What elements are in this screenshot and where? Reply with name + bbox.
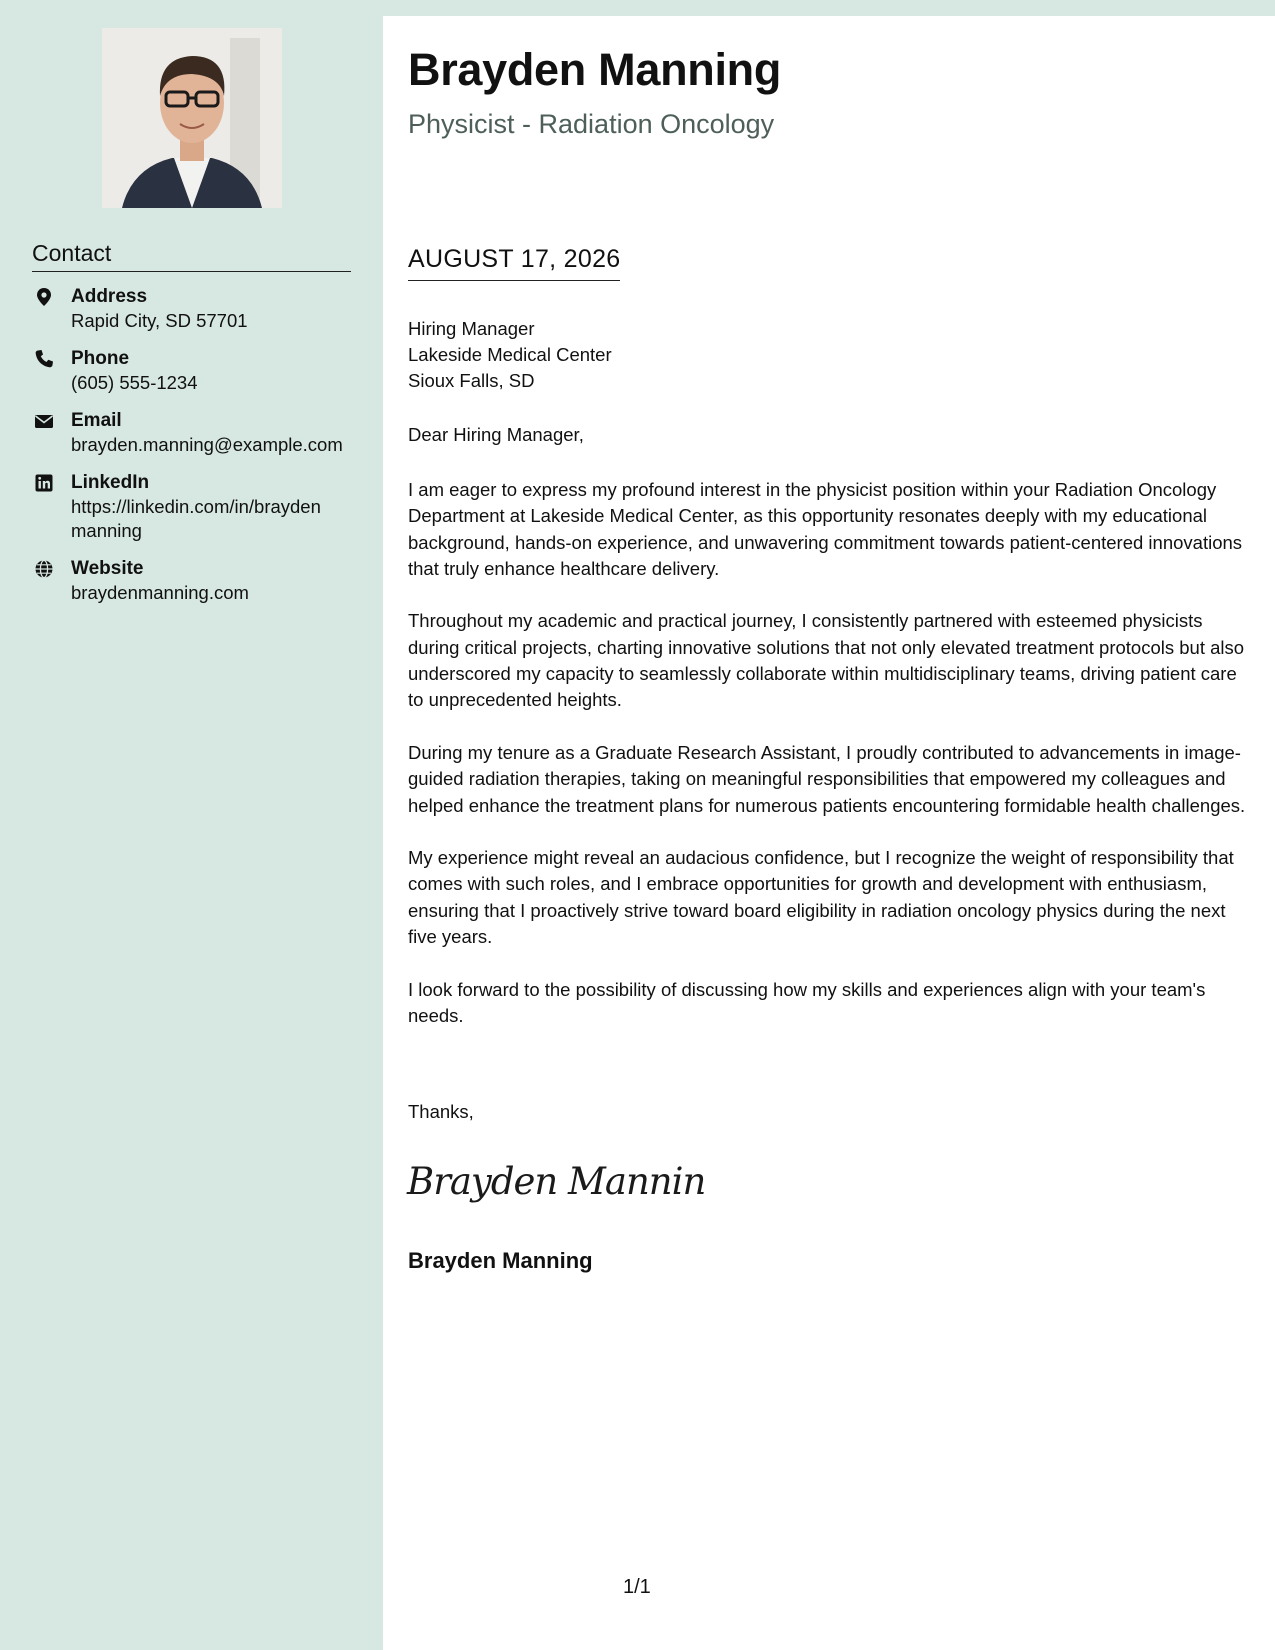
contact-website <box>32 557 362 605</box>
letter-body <box>408 477 1253 1056</box>
body-paragraph-2: Throughout my academic and practical journey, I consistently partnered with esteemed physicists during critical projects, charting innovative solutions that not only elevated treatment protocols but also underscored my capacity to seamlessly collaborate within multidisciplinary teams, driving patient care to unprecedented heights. <box>408 610 1245 711</box>
address-value: Rapid City, SD 57701 <box>71 310 248 331</box>
contact-list <box>32 285 362 619</box>
applicant-title: Physicist - Radiation Oncology <box>408 109 775 139</box>
contact-email <box>32 409 362 457</box>
phone-label: Phone <box>71 348 130 369</box>
linkedin-label: LinkedIn <box>71 472 150 493</box>
map-pin-icon <box>34 287 54 307</box>
linkedin-icon <box>34 473 54 493</box>
website-value[interactable]: braydenmanning.com <box>71 582 249 603</box>
signature-text: Brayden Mannin <box>407 1160 706 1203</box>
address-label: Address <box>71 286 148 307</box>
website-label: Website <box>71 558 144 579</box>
linkedin-value-line2: manning <box>71 520 142 541</box>
recipient-company: Lakeside Medical Center <box>408 344 612 365</box>
closing: Thanks, <box>408 1101 474 1122</box>
contact-address <box>32 285 362 333</box>
signed-name: Brayden Manning <box>408 1248 593 1273</box>
body-paragraph-5: I look forward to the possibility of discussing how my skills and experiences align with your team's needs. <box>408 978 1206 1026</box>
contact-phone <box>32 347 362 395</box>
envelope-icon <box>34 411 54 431</box>
email-value[interactable]: brayden.manning@example.com <box>71 434 343 455</box>
sidebar <box>0 0 383 1650</box>
profile-photo <box>102 28 282 208</box>
contact-heading: Contact <box>32 240 351 272</box>
linkedin-value-line1: https://linkedin.com/in/brayden <box>71 496 321 517</box>
body-paragraph-1: I am eager to express my profound interest in the physicist position within your Radiation Oncology Department at Lakeside Medical Center, as this opportunity resonates deeply with my educational background, hands-on experience, and unwavering commitment towards patient-centered innovations that truly enhance healthcare delivery. <box>408 479 1243 579</box>
globe-icon <box>34 559 54 579</box>
applicant-name: Brayden Manning <box>408 44 782 95</box>
letter-main <box>383 16 1275 1650</box>
phone-value: (605) 555-1234 <box>71 372 198 393</box>
phone-icon <box>34 349 54 369</box>
signature-image <box>405 1146 706 1216</box>
body-paragraph-3: During my tenure as a Graduate Research Assistant, I proudly contributed to advancements in image-guided radiation therapies, taking on meaningful responsibilities that empowered my colleagues and helped enhance the treatment plans for numerous patients encountering formidable health challenges. <box>408 741 1246 816</box>
recipient-location: Sioux Falls, SD <box>408 370 535 391</box>
page-number: 1/1 <box>623 1576 651 1598</box>
salutation: Dear Hiring Manager, <box>408 424 584 445</box>
body-paragraph-4: My experience might reveal an audacious confidence, but I recognize the weight of responsibility that comes with such roles, and I embrace opportunities for growth and development with enthusiasm, ensuring that I proactively strive toward board eligibility in radiation oncology physics during the next five years. <box>408 847 1234 948</box>
letter-date: AUGUST 17, 2026 <box>408 245 620 281</box>
email-label: Email <box>71 410 122 431</box>
contact-linkedin <box>32 471 362 543</box>
recipient-name: Hiring Manager <box>408 318 535 339</box>
linkedin-value[interactable] <box>71 495 361 543</box>
recipient-block <box>408 316 612 394</box>
